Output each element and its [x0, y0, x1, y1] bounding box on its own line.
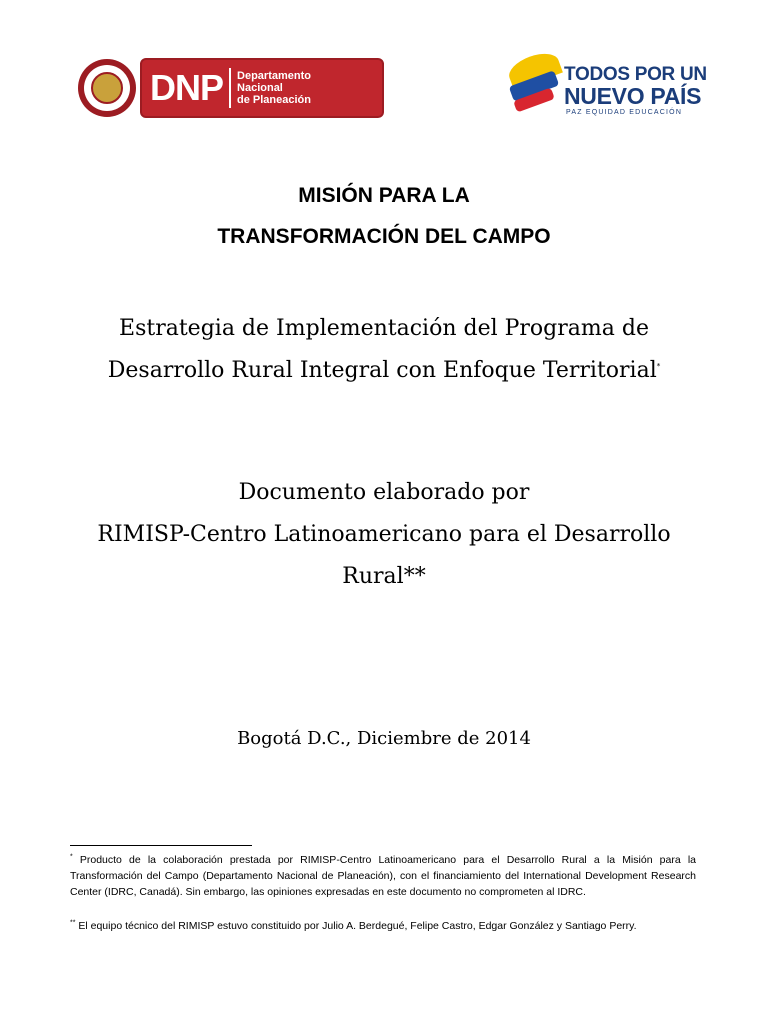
document-subtitle	[40, 308, 728, 392]
footnote-1	[70, 852, 696, 900]
logo-line2: NUEVO PAÍS	[564, 83, 702, 109]
authorship-line1: Documento elaborado por	[238, 480, 530, 505]
footnote-2-text: El equipo técnico del RIMISP estuvo constituido por Julio A. Berdegué, Felipe Castro, Edgar González y Santiago Perry.	[78, 920, 637, 932]
dnp-logo	[78, 56, 311, 120]
document-title-line1: MISIÓN PARA LA	[298, 184, 470, 207]
authorship-block	[40, 472, 728, 598]
footnote-marker: *	[656, 362, 661, 371]
logo-line1: TODOS POR UN	[564, 64, 707, 85]
dnp-name-line: Nacional	[237, 82, 283, 94]
footnote-1-marker: *	[70, 853, 73, 861]
authorship-line3: Rural**	[342, 564, 426, 589]
footnote-2	[70, 918, 696, 934]
document-title-line2: TRANSFORMACIÓN DEL CAMPO	[217, 225, 551, 248]
footnote-1-text: Producto de la colaboración prestada por RIMISP-Centro Latinoamericano para el Desarrollo Rural a la Misión para la Transformación del Campo (Departamento Nacional de Planeación), con el financiamiento del International Development Research Center (IDRC, Canadá). Sin embargo, las opiniones expresadas en este documento no comprometen al IDRC.	[70, 854, 696, 898]
dnp-letters: DNP	[150, 67, 224, 108]
colombia-seal-icon	[78, 59, 136, 117]
dnp-badge	[140, 58, 384, 118]
todos-por-un-nuevo-pais-logo	[508, 50, 707, 122]
authorship-line2: RIMISP-Centro Latinoamericano para el Desarrollo	[97, 522, 671, 547]
dnp-name	[237, 70, 311, 106]
subtitle-line2: Desarrollo Rural Integral con Enfoque Territorial*	[107, 358, 661, 383]
dnp-name-line: Departamento	[237, 70, 311, 82]
dnp-name-line: de Planeación	[237, 94, 311, 106]
place-date: Bogotá D.C., Diciembre de 2014	[237, 728, 531, 749]
footnote-2-marker: **	[70, 919, 76, 927]
subtitle-line1: Estrategia de Implementación del Programa de	[119, 316, 649, 341]
footnote-separator	[70, 845, 252, 846]
logo-tagline: PAZ EQUIDAD EDUCACIÓN	[566, 109, 683, 116]
